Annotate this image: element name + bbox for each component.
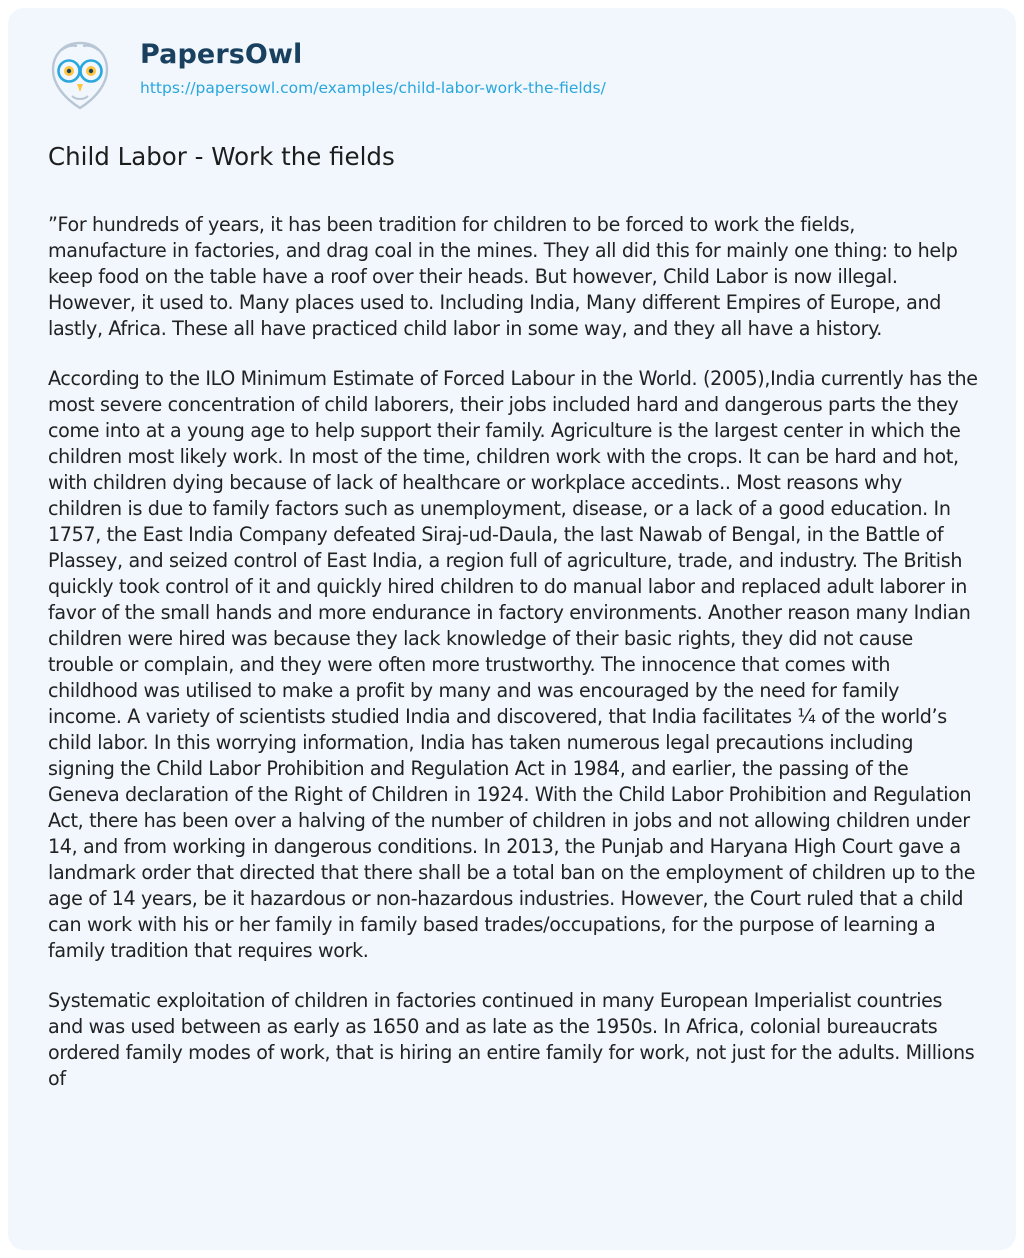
- paragraph: ”For hundreds of years, it has been tradition for children to be forced to work the fields, manufacture in factories, and drag coal in the mines. They all did this for mainly one thing: to help keep food on the table have a roof over their heads. But however, Child Labor is now illegal. However, it used to. Many places used to. Including India, Many different Empires of Europe, and lastly, Africa. These all have practiced child labor in some way, and they all have a history.: [48, 213, 958, 340]
- essay-card: [8, 8, 1016, 1250]
- paragraph: Systematic exploitation of children in factories continued in many European Imperialist countries and was used between as early as 1650 and as late as the 1950s. In Africa, colonial bureaucrats ordered family modes of work, that is hiring an entire family for work, not just for the adults. Millions of: [48, 989, 975, 1090]
- essay-body: [48, 212, 978, 1092]
- brand-name[interactable]: PapersOwl: [140, 39, 303, 70]
- site-header: [48, 38, 976, 134]
- owl-logo-icon: [50, 38, 110, 110]
- source-url-link[interactable]: https://papersowl.com/examples/child-labor-work-the-fields/: [140, 79, 606, 97]
- paragraph: According to the ILO Minimum Estimate of Forced Labour in the World. (2005),India currently has the most severe concentration of child laborers, their jobs included hard and dangerous parts the they come into at a young age to help support their family. Agriculture is the largest center in which the children most likely work. In most of the time, children work with the crops. It can be hard and hot, with children dying because of lack of healthcare or workplace accedints.. Most reasons why children is due to family factors such as unemployment, disease, or a lack of a good education. In 1757, the East India Company defeated Siraj-ud-Daula, the last Nawab of Bengal, in the Battle of Plassey, and seized control of East India, a region full of agriculture, trade, and industry. The British quickly took control of it and quickly hired children to do manual labor and replaced adult laborer in favor of the small hands and more endurance in factory environments. Another reason many Indian children were hired was because they lack knowledge of their basic rights, they did not cause trouble or complain, and they were often more trustworthy. The innocence that comes with childhood was utilised to make a profit by many and was encouraged by the need for family income. A variety of scientists studied India and discovered, that India facilitates ¼ of the world’s child labor. In this worrying information, India has taken numerous legal precautions including signing the Child Labor Prohibition and Regulation Act in 1984, and earlier, the passing of the Geneva declaration of the Right of Children in 1924. With the Child Labor Prohibition and Regulation Act, there has been over a halving of the number of children in jobs and not allowing children under 14, and from working in dangerous conditions. In 2013, the Punjab and Haryana High Court gave a landmark order that directed that there shall be a total ban on the employment of children up to the age of 14 years, be it hazardous or non-hazardous industries. However, the Court ruled that a child can work with his or her family in family based trades/occupations, for the purpose of learning a family tradition that requires work.: [48, 367, 978, 962]
- brand: [140, 38, 606, 98]
- essay-title: Child Labor - Work the fields: [48, 142, 395, 171]
